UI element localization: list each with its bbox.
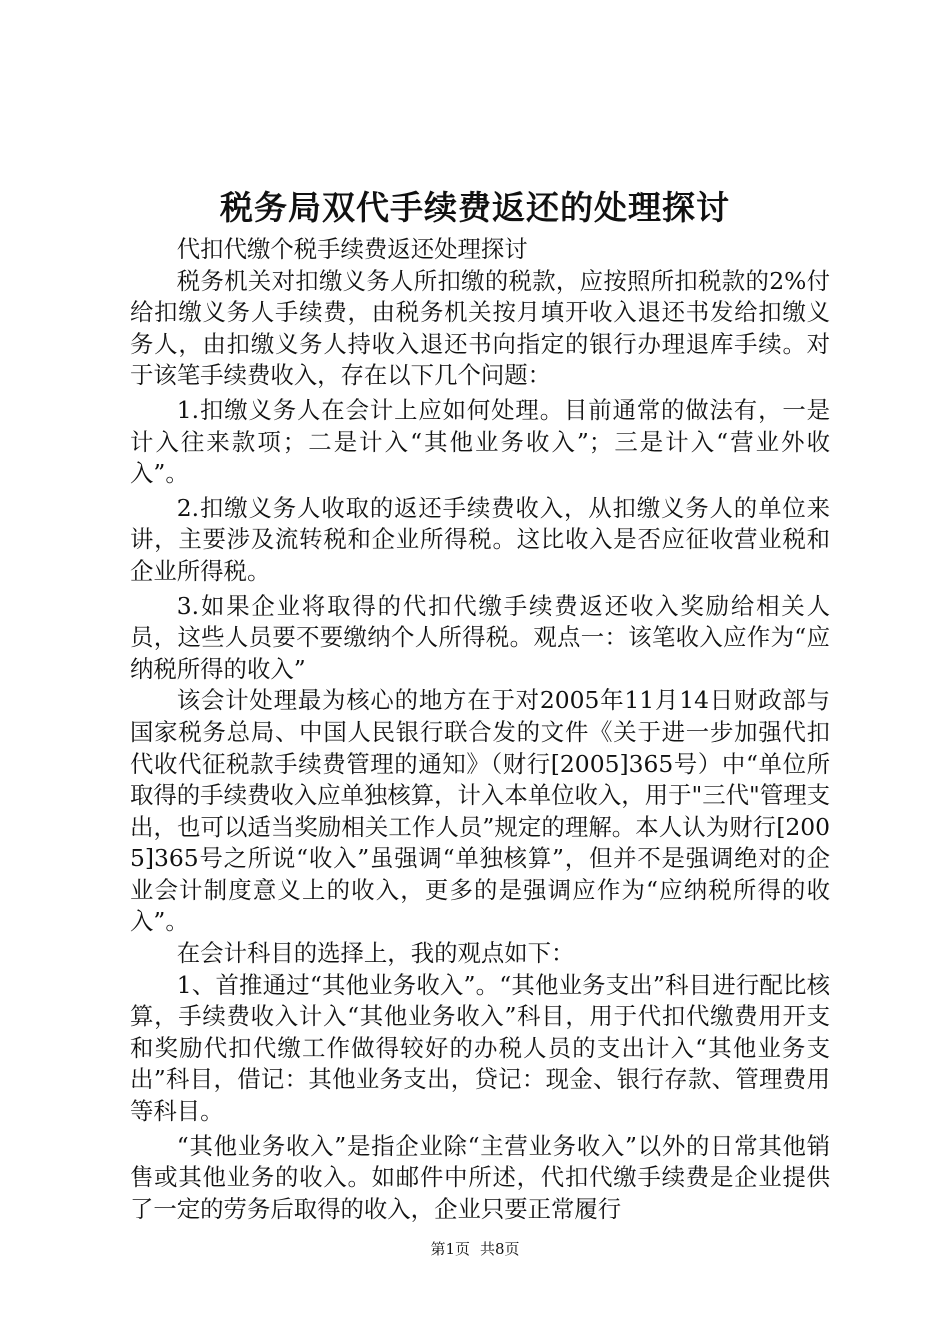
page-footer xyxy=(0,1238,950,1260)
paragraph-account-choice: 在会计科目的选择上，我的观点如下： xyxy=(176,939,575,968)
paragraph-issue-2: 2.扣缴义务人收取的返还手续费收入，从扣缴义务人的单位来讲，主要涉及流转税和企业所得税。这比收入是否应征收营业税和企业所得税。 xyxy=(130,493,830,585)
document-body xyxy=(130,234,830,1225)
paragraph-issue-1: 1.扣缴义务人在会计上应如何处理。目前通常的做法有，一是计入往来款项；二是计入“其他业务收入”；三是计入“营业外收入”。 xyxy=(130,395,830,488)
document-title: 税务局双代手续费返还的处理探讨 xyxy=(220,188,730,227)
paragraph-other-income: “其他业务收入”是指企业除“主营业务收入”以外的日常其他销售或其他业务的收入。如邮件中所述，代扣代缴手续费是企业提供了一定的劳务后取得的收入，企业只要正常履行 xyxy=(130,1131,830,1223)
page-total: 共8页 xyxy=(480,1240,520,1258)
paragraph-option-1: 1、首推通过“其他业务收入”。“其他业务支出”科目进行配比核算，手续费收入计入“其他业务收入”科目，用于代扣代缴费用开支和奖励代扣代缴工作做得较好的办税人员的支出计入“其他业务支出”科目，借记：其他业务支出，贷记：现金、银行存款、管理费用等科目。 xyxy=(130,970,830,1126)
paragraph-analysis: 该会计处理最为核心的地方在于对2005年11月14日财政部与国家税务总局、中国人民银行联合发的文件《关于进一步加强代扣代收代征税款手续费管理的通知》（财行[2005]365号）中“单位所取得的手续费收入应单独核算，计入本单位收入，用于"三代"管理支出，也可以适当奖励相关工作人员”规定的理解。本人认为财行[2005]365号之所说“收入”虽强调“单独核算”，但并不是强调绝对的企业会计制度意义上的收入，更多的是强调应作为“应纳税所得的收入”。 xyxy=(130,686,830,936)
paragraph-subtitle: 代扣代缴个税手续费返还处理探讨 xyxy=(176,235,528,263)
page-number: 第1页 xyxy=(430,1240,470,1258)
paragraph-intro: 税务机关对扣缴义务人所扣缴的税款，应按照所扣税款的2%付给扣缴义务人手续费，由税务机关按月填开收入退还书发给扣缴义务人，由扣缴义务人持收入退还书向指定的银行办理退库手续。对于该笔手续费收入，存在以下几个问题： xyxy=(130,266,830,390)
paragraph-issue-3: 3.如果企业将取得的代扣代缴手续费返还收入奖励给相关人员，这些人员要不要缴纳个人所得税。观点一：该笔收入应作为“应纳税所得的收入” xyxy=(130,591,830,683)
